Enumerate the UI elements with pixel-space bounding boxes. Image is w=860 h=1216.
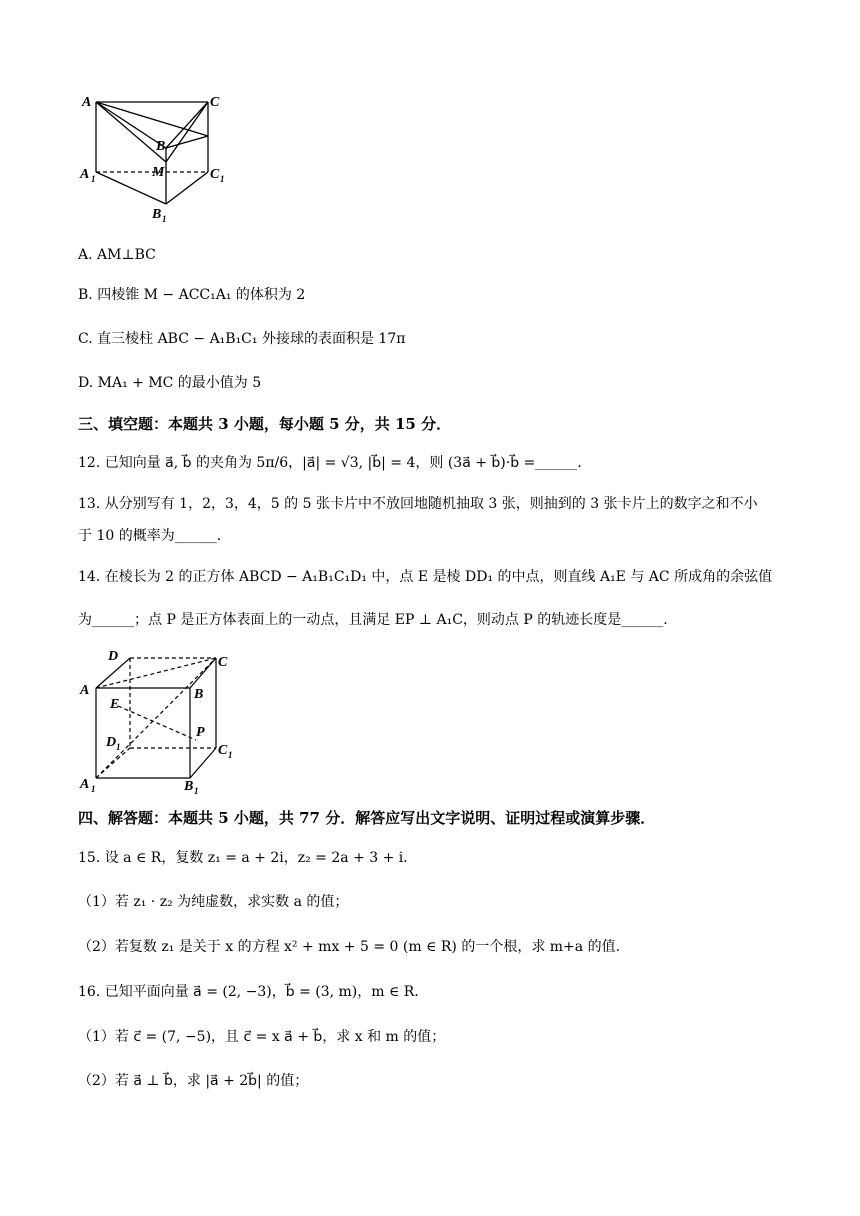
label-B1: B <box>184 779 194 794</box>
section-4-title: 四、解答题：本题共 5 小题，共 77 分．解答应写出文字说明、证明过程或演算步骤． <box>78 809 656 827</box>
cube-diagram <box>78 644 248 794</box>
question-15-part-1: （1）若 z₁ · z₂ 为纯虚数，求实数 a 的值； <box>78 894 349 910</box>
option-c: C. 直三棱柱 ABC − A₁B₁C₁ 外接球的表面积是 17π <box>78 331 406 347</box>
label-B: B <box>156 139 166 154</box>
label-C: C <box>218 655 228 670</box>
label-D1: D <box>106 735 117 750</box>
option-d: D. MA₁ + MC 的最小值为 5 <box>78 375 262 391</box>
question-16-part-1: （1）若 c⃗ = (7, −5)，且 c⃗ = x a⃗ + b⃗，求 x 和 m 的值； <box>78 1029 446 1045</box>
label-A: A <box>82 95 92 110</box>
label-A: A <box>80 683 90 698</box>
question-16-part-2: （2）若 a⃗ ⊥ b⃗，求 |a⃗ + 2b⃗| 的值； <box>78 1073 309 1089</box>
label-B1-sub: 1 <box>194 786 199 794</box>
label-B1: B <box>152 207 162 222</box>
label-P: P <box>196 725 205 740</box>
label-M: M <box>152 165 165 180</box>
label-C1-sub: 1 <box>228 750 233 760</box>
option-b: B. 四棱锥 M − ACC₁A₁ 的体积为 2 <box>78 287 306 303</box>
question-12: 12. 已知向量 a⃗, b⃗ 的夹角为 5π/6，|a⃗| = √3, |b⃗| = 4，则 (3a⃗ + b⃗)·b⃗ =______. <box>78 455 582 471</box>
question-15: 15. 设 a ∈ R，复数 z₁ = a + 2i，z₂ = 2a + 3 + i． <box>78 850 418 866</box>
question-16: 16. 已知平面向量 a⃗ = (2, −3)，b⃗ = (3, m)，m ∈ R． <box>78 984 429 1000</box>
label-A1-sub: 1 <box>91 174 96 184</box>
label-A1: A <box>80 777 90 792</box>
label-D: D <box>108 649 119 664</box>
label-B1-sub: 1 <box>162 214 167 222</box>
prism-figure <box>78 92 228 222</box>
question-13-line-1: 13. 从分别写有 1，2，3，4，5 的 5 张卡片中不放回地随机抽取 3 张，则抽到的 3 张卡片上的数字之和不小 <box>78 496 758 512</box>
label-C: C <box>210 95 220 110</box>
label-C1: C <box>210 167 220 182</box>
label-E: E <box>110 697 120 712</box>
question-13-line-2: 于 10 的概率为______. <box>78 528 222 544</box>
label-B: B <box>194 687 204 702</box>
label-A1-sub: 1 <box>91 784 96 794</box>
cube-figure <box>78 644 248 794</box>
label-C1: C <box>218 743 228 758</box>
question-14-line-2: 为______；点 P 是正方体表面上的一动点，且满足 EP ⊥ A₁C，则动点 P 的轨迹长度是______. <box>78 612 668 628</box>
question-15-part-2: （2）若复数 z₁ 是关于 x 的方程 x² + mx + 5 = 0 (m ∈ R) 的一个根，求 m+a 的值. <box>78 939 621 955</box>
label-A1: A <box>80 167 90 182</box>
option-a: A. AM⊥BC <box>78 247 156 263</box>
prism-diagram <box>78 92 228 222</box>
label-C1-sub: 1 <box>220 174 225 184</box>
section-3-title: 三、填空题：本题共 3 小题，每小题 5 分，共 15 分． <box>78 415 452 433</box>
question-14-line-1: 14. 在棱长为 2 的正方体 ABCD − A₁B₁C₁D₁ 中，点 E 是棱 DD₁ 的中点，则直线 A₁E 与 AC 所成角的余弦值 <box>78 569 773 585</box>
label-D1-sub: 1 <box>116 742 121 752</box>
